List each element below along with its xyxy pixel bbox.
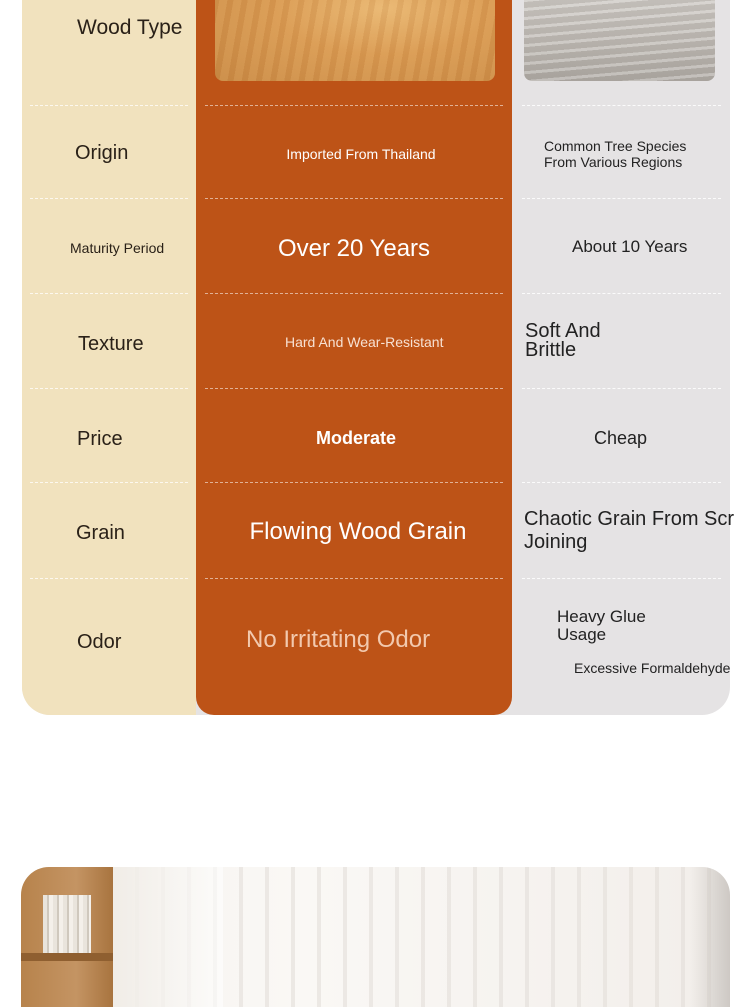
row-label-odor: Odor	[77, 631, 122, 653]
other-texture-value-line2: Brittle	[525, 339, 577, 361]
row-divider	[522, 293, 721, 294]
featured-grain-value: Flowing Wood Grain	[249, 518, 467, 545]
composite-board-sample-image	[524, 0, 715, 81]
other-odor-value-line2: Usage	[557, 625, 607, 644]
row-divider	[30, 578, 188, 579]
featured-maturity-value: Over 20 Years	[277, 235, 431, 262]
row-label-origin: Origin	[75, 142, 129, 164]
row-divider	[205, 105, 503, 106]
other-maturity-value: About 10 Years	[572, 237, 688, 256]
other-origin-value-line2: From Various Regions	[544, 154, 683, 170]
row-divider	[522, 105, 721, 106]
featured-wood-column	[196, 0, 512, 715]
curtain-graphic	[113, 867, 223, 1007]
other-odor-value-line3: Excessive Formaldehyde	[574, 660, 731, 676]
other-grain-value-line2: Joining	[524, 531, 588, 553]
row-label-price: Price	[77, 428, 123, 450]
row-divider	[205, 578, 503, 579]
featured-origin-value: Imported From Thailand	[286, 146, 436, 162]
row-divider	[30, 482, 188, 483]
row-divider	[30, 293, 188, 294]
header-label-wood-type: Wood Type	[77, 16, 183, 39]
other-origin-value-line1: Common Tree Species	[544, 138, 687, 154]
row-divider	[205, 293, 503, 294]
row-label-texture: Texture	[78, 333, 144, 355]
room-lifestyle-image	[21, 867, 730, 1007]
row-divider	[30, 198, 188, 199]
row-divider	[30, 105, 188, 106]
row-divider	[205, 482, 503, 483]
row-divider	[522, 198, 721, 199]
row-label-grain: Grain	[76, 522, 125, 544]
label-column	[22, 0, 196, 715]
other-odor-value-line1: Heavy Glue	[557, 607, 646, 626]
other-grain-value-line1: Chaotic Grain From Scr	[524, 508, 735, 530]
featured-odor-value: No Irritating Odor	[246, 626, 431, 653]
featured-texture-value: Hard And Wear-Resistant	[285, 334, 444, 350]
row-divider	[205, 198, 503, 199]
bookshelf-graphic	[21, 867, 113, 1007]
other-price-value: Cheap	[594, 428, 648, 448]
row-label-maturity-period: Maturity Period	[70, 240, 165, 256]
row-divider	[30, 388, 188, 389]
books-graphic	[43, 895, 91, 953]
wall-shadow-graphic	[690, 867, 730, 1007]
row-divider	[522, 578, 721, 579]
solid-wood-sample-image	[215, 0, 495, 81]
featured-price-value: Moderate	[315, 428, 396, 448]
shelf-board-graphic	[21, 953, 113, 961]
row-divider	[522, 388, 721, 389]
row-divider	[205, 388, 503, 389]
row-divider	[522, 482, 721, 483]
other-texture-value-line1: Soft And	[525, 320, 601, 342]
